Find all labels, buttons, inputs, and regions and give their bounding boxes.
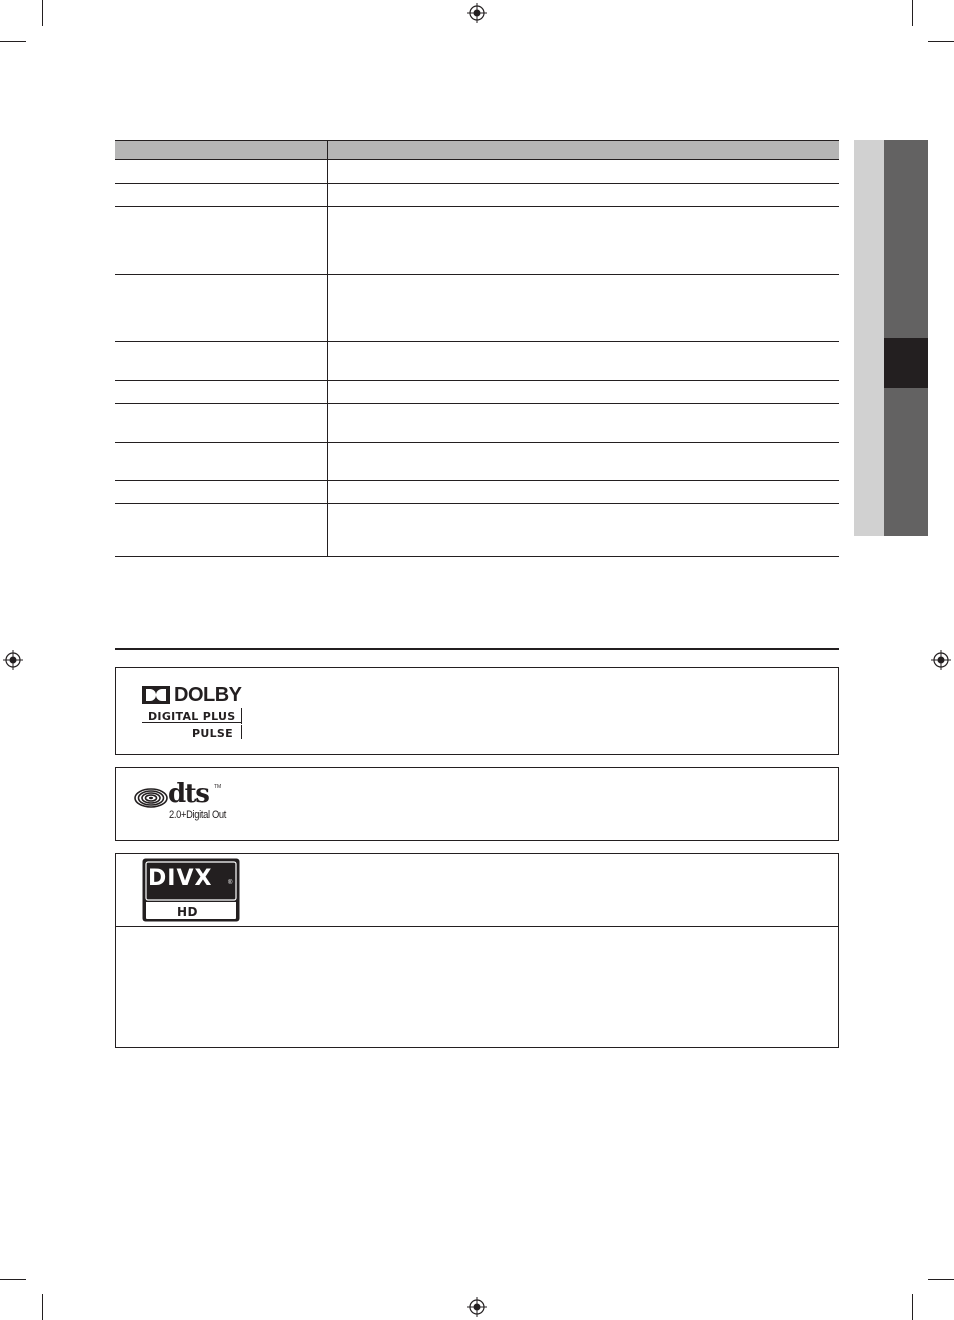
column-divider — [327, 160, 328, 183]
column-divider — [327, 481, 328, 503]
crop-mark-icon — [928, 1279, 954, 1280]
dolby-line-2: PULSE — [192, 727, 233, 740]
dolby-wordmark: DOLBY — [174, 684, 242, 706]
divx-logo — [142, 858, 240, 922]
table-row — [115, 504, 839, 557]
dts-logo — [134, 779, 244, 828]
side-tab-light — [854, 140, 884, 536]
column-divider — [327, 141, 328, 161]
registration-mark-icon — [3, 650, 23, 670]
dolby-license-box — [115, 667, 839, 755]
column-divider — [327, 184, 328, 206]
dts-license-box — [115, 767, 839, 841]
dolby-double-d-icon — [142, 686, 170, 704]
table-row — [115, 381, 839, 404]
dts-trademark: TM — [214, 784, 222, 790]
table-row — [115, 160, 839, 184]
dts-disc-icon — [134, 788, 168, 808]
dolby-rule — [241, 708, 242, 724]
column-divider — [327, 275, 328, 341]
dolby-rule — [241, 725, 242, 739]
table-row — [115, 342, 839, 381]
crop-mark-icon — [912, 1294, 913, 1320]
divx-registered: ® — [228, 880, 233, 886]
table-row — [115, 481, 839, 504]
registration-mark-icon — [467, 3, 487, 23]
crop-mark-icon — [928, 41, 954, 42]
table-row — [115, 443, 839, 481]
table-row — [115, 184, 839, 207]
section-divider — [115, 648, 839, 650]
table-row — [115, 275, 839, 342]
registration-mark-icon — [931, 650, 951, 670]
crop-mark-icon — [42, 0, 43, 26]
column-divider — [327, 381, 328, 403]
dts-subtitle: 2.0+Digital Out — [169, 809, 227, 821]
table-row — [115, 207, 839, 275]
side-tab-current-marker — [884, 338, 928, 388]
dts-wordmark: dts — [168, 779, 209, 809]
table-row — [115, 404, 839, 443]
column-divider — [327, 342, 328, 380]
divx-wordmark: DIVX — [148, 866, 213, 891]
column-divider — [327, 504, 328, 556]
spec-table-header — [115, 140, 839, 160]
dolby-logo — [142, 684, 246, 740]
registration-mark-icon — [467, 1297, 487, 1317]
crop-mark-icon — [0, 41, 26, 42]
column-divider — [327, 404, 328, 442]
column-divider — [327, 207, 328, 274]
crop-mark-icon — [42, 1294, 43, 1320]
column-divider — [327, 443, 328, 480]
divx-note-divider — [116, 926, 838, 927]
crop-mark-icon — [0, 1279, 26, 1280]
divx-license-box — [115, 853, 839, 1048]
dolby-line-1: DIGITAL PLUS — [148, 710, 236, 723]
divx-hd-badge: HD — [177, 905, 199, 919]
crop-mark-icon — [912, 0, 913, 26]
